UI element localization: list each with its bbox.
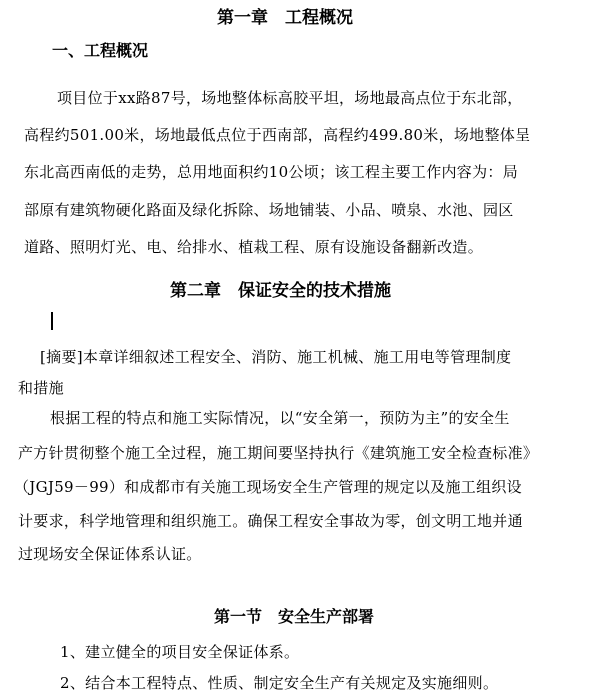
paragraph-line: （JGJ59－99）和成都市有关施工现场安全生产管理的规定以及施工组织设 [14,478,522,496]
summary-line: 和措施 [18,379,64,397]
list-item: 2、结合本工程特点、性质、制定安全生产有关规定及实施细则。 [60,674,499,692]
paragraph-line: 计要求，科学地管理和组织施工。确保工程安全事故为零，创文明工地并通 [18,512,523,530]
paragraph-line: 部原有建筑物硬化路面及绿化拆除、场地铺装、小品、喷泉、水池、园区 [24,201,514,219]
paragraph-line: 高程约501.00米，场地最低点位于西南部，高程约499.80米，场地整体呈 [24,126,531,144]
section-heading: 一、工程概况 [52,41,149,60]
paragraph-line: 东北高西南低的走势，总用地面积约10公顷；该工程主要工作内容为：局 [24,163,518,181]
text-cursor[interactable] [51,312,53,330]
paragraph-line: 道路、照明灯光、电、给排水、植栽工程、原有设施设备翻新改造。 [24,238,484,256]
section-1-title: 第一节 安全生产部署 [214,607,375,626]
paragraph-line: 产方针贯彻整个施工全过程，施工期间要坚持执行《建筑施工安全检查标准》 [18,444,539,462]
chapter-1-title: 第一章 工程概况 [217,8,353,28]
paragraph-line: 过现场安全保证体系认证。 [18,545,202,563]
chapter-2-title: 第二章 保证安全的技术措施 [170,281,391,301]
summary-line: [摘要]本章详细叙述工程安全、消防、施工机械、施工用电等管理制度 [40,348,512,366]
paragraph-line: 根据工程的特点和施工实际情况，以“安全第一，预防为主”的安全生 [50,409,510,427]
list-item: 1、建立健全的项目安全保证体系。 [60,643,300,661]
paragraph-line: 项目位于xx路87号，场地整体标高胶平坦，场地最高点位于东北部， [57,89,523,107]
